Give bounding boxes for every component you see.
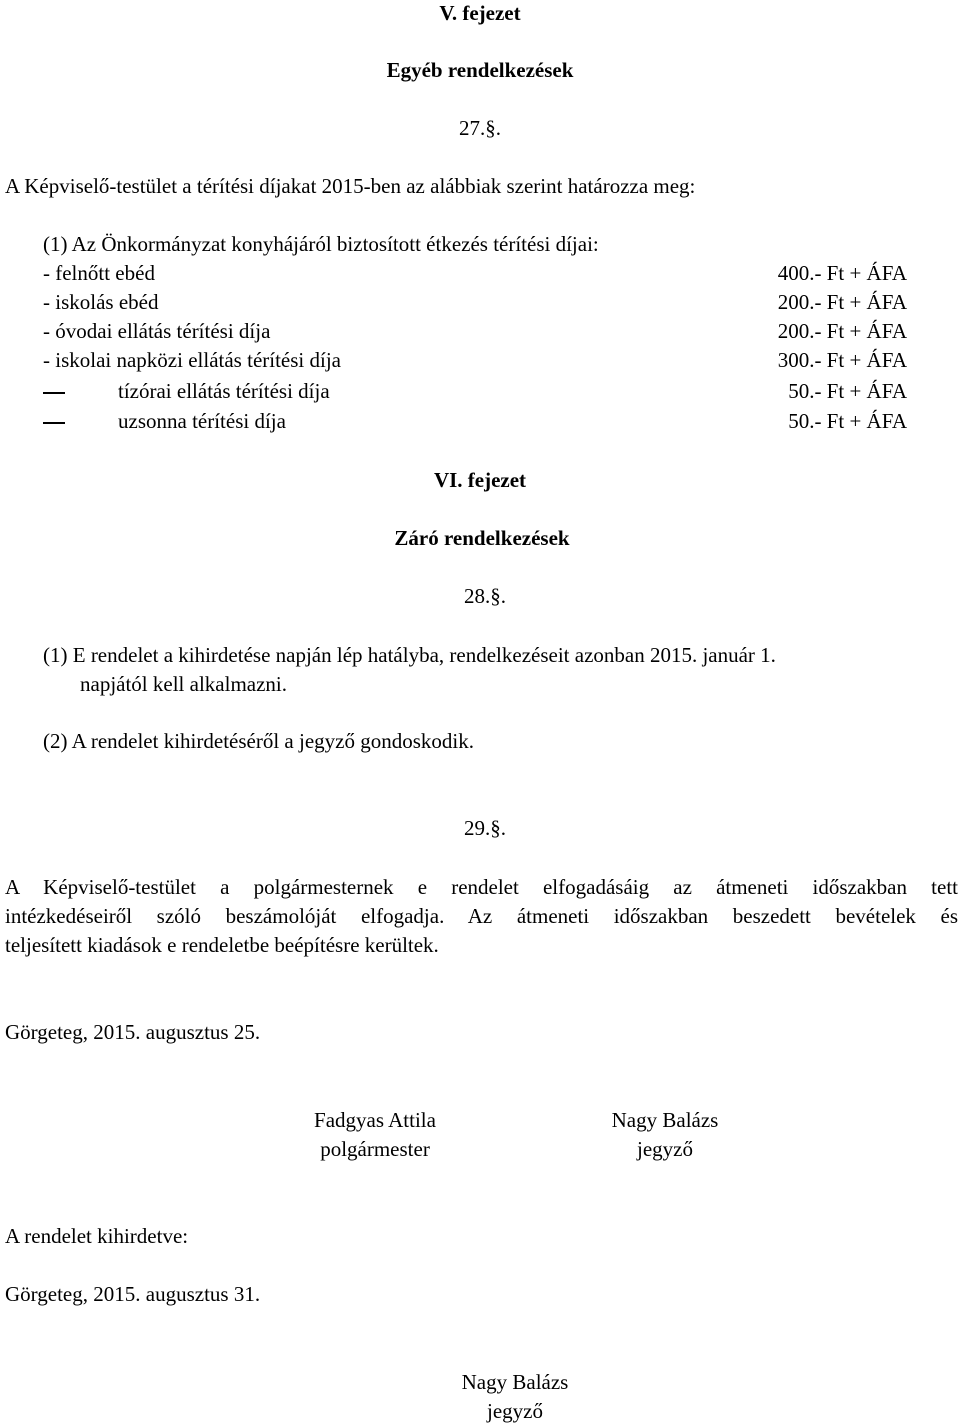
mayor-name: Fadgyas Attila	[314, 1108, 436, 1132]
chapter-6-title: Záró rendelkezések	[394, 526, 570, 550]
fee-label: - iskolás ebéd	[43, 290, 159, 314]
fee-label: - óvodai ellátás térítési díja	[43, 319, 271, 343]
section-28-para-1: (1) E rendelet a kihirdetése napján lép hatályba, rendelkezéseit azonban 2015. január 1.	[43, 643, 776, 667]
notary-title: jegyző	[637, 1137, 693, 1161]
section-29-number: 29.§.	[464, 816, 506, 840]
fee-price: 200.- Ft + ÁFA	[777, 290, 907, 314]
section-29-text: teljesített kiadások e rendeletbe beépítésre kerültek.	[5, 933, 439, 957]
signing-place-date: Görgeteg, 2015. augusztus 25.	[5, 1020, 261, 1044]
fee-label: uzsonna térítési díja	[118, 409, 286, 433]
section-28-number: 28.§.	[464, 584, 506, 608]
promulgation-notary-title: jegyző	[487, 1399, 543, 1423]
section-27-intro: A Képviselő-testület a térítési díjakat 2015-ben az alábbiak szerint határozza meg:	[5, 174, 696, 198]
notary-name: Nagy Balázs	[611, 1108, 719, 1132]
promulgation-label: A rendelet kihirdetve:	[5, 1224, 189, 1248]
fee-price: 200.- Ft + ÁFA	[777, 319, 907, 343]
section-27-number: 27.§.	[459, 116, 501, 140]
chapter-6-heading: VI. fejezet	[433, 468, 527, 492]
fee-label: tízórai ellátás térítési díja	[118, 379, 330, 403]
chapter-5-heading: V. fejezet	[439, 1, 521, 25]
fee-label: - felnőtt ebéd	[43, 261, 155, 285]
fee-list-title: (1) Az Önkormányzat konyhájáról biztosított étkezés térítési díjai:	[43, 232, 599, 256]
list-dash	[43, 392, 65, 394]
promulgation-notary-name: Nagy Balázs	[461, 1370, 569, 1394]
fee-price: 400.- Ft + ÁFA	[777, 261, 907, 285]
fee-price: 50.- Ft + ÁFA	[788, 409, 907, 433]
mayor-title: polgármester	[320, 1137, 430, 1161]
promulgation-place-date: Görgeteg, 2015. augusztus 31.	[5, 1282, 261, 1306]
fee-label: - iskolai napközi ellátás térítési díja	[43, 348, 341, 372]
section-29-text: intézkedéseiről szóló beszámolóját elfogadja. Az átmeneti időszakban beszedett bevételek és	[5, 904, 958, 928]
section-28-para-1-cont: napjától kell alkalmazni.	[80, 672, 288, 696]
chapter-5-title: Egyéb rendelkezések	[386, 58, 574, 82]
list-dash	[43, 422, 65, 424]
fee-price: 50.- Ft + ÁFA	[788, 379, 907, 403]
section-29-text: A Képviselő-testület a polgármesternek e rendelet elfogadásáig az átmeneti időszakban tett	[5, 875, 958, 899]
fee-price: 300.- Ft + ÁFA	[777, 348, 907, 372]
section-28-para-2: (2) A rendelet kihirdetéséről a jegyző gondoskodik.	[43, 729, 474, 753]
